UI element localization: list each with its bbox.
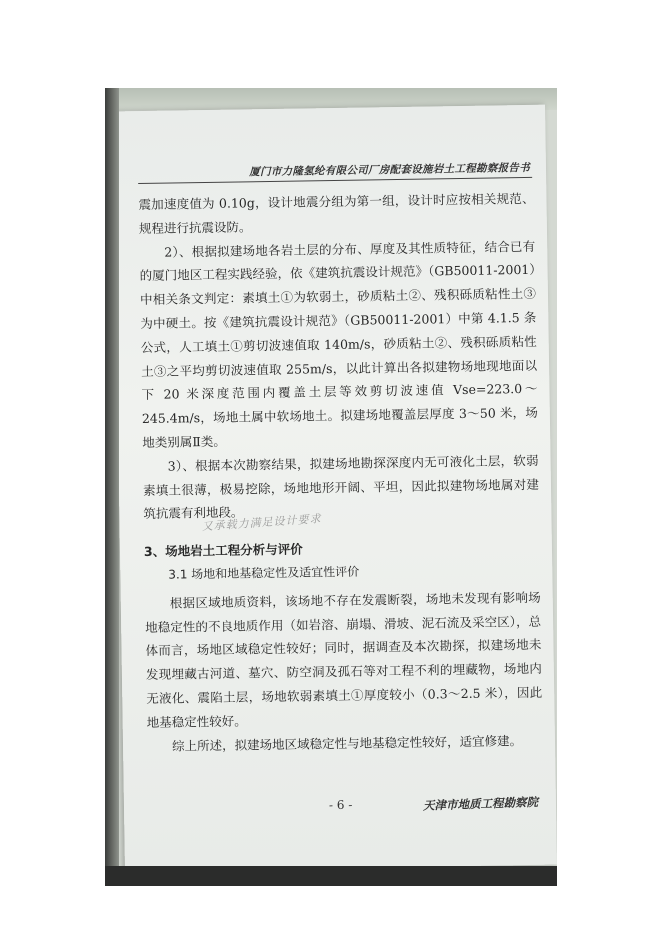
background-bottom [105, 866, 557, 886]
section-heading-3: 3、场地岩土工程分析与评价 [143, 541, 303, 560]
page-number: - 6 - [328, 797, 353, 813]
subsection-heading-3-1: 3.1 场地和地基稳定性及适宜性评价 [168, 564, 360, 582]
report-page [113, 105, 557, 872]
paragraph-continued: 震加速度值为 0.10g，设计地震分组为第一组，设计时应按相关规范、规程进行抗震设防。 [138, 190, 535, 236]
page-content [138, 187, 543, 758]
binding-shadow [105, 88, 119, 886]
summary-paragraph: 综上所述，拟建场地区域稳定性与地基稳定性较好，适宜修建。 [171, 732, 523, 754]
paragraph-2: 2）、根据拟建场地各岩土层的分布、厚度及其性质特征，结合已有的厦门地区工程实践经验，依《建筑抗震设计规范》（GB50011-2001）中相关条文判定：素填土①为软弱土，砂质粘土②、残积砾质粘性土③为中硬土。按《建筑抗震设计规范》（GB50011-2001）中第 4.1.5 条公式，人工填土①剪切波速值取 140m/s，砂质粘土②、残积砾质粘性土③之平均剪切波速值取 255m/s，以此计算出各拟建物场地现地面以下 20 米深度范围内覆盖土层等效剪切波速值 Vse=223.0～245.4m/s，场地土属中软场地土。拟建场地覆盖层厚度 3～50 米，场地类别属Ⅱ类。 [139, 238, 538, 450]
document-photo [105, 88, 557, 886]
footer-organization: 天津市地质工程勘察院 [422, 794, 539, 813]
paragraph-3: 3）、根据本次勘察结果，拟建场地勘探深度内无可液化土层，软弱素填土很薄，极易挖除，场地地形开阔、平坦，因此拟建物场地属对建筑抗震有利地段。 [142, 452, 540, 522]
page-header: 厦门市力隆氢纶有限公司厂房配套设施岩土工程勘察报告书 [249, 161, 531, 179]
handwritten-note: 又承载力满足设计要求 [201, 512, 322, 534]
paragraph-3-1: 根据区域地质资料，该场地不存在发震断裂，场地未发现有影响场地稳定性的不良地质作用（如岩溶、崩塌、滑坡、泥石流及采空区），总体而言，场地区域稳定性较好；同时，据调查及本次勘探，拟建场地未发现埋藏古河道、墓穴、防空洞及孤石等对工程不利的埋藏物，场地内无液化、震陷土层，场地软弱素填土①厚度较小（0.3～2.5 米），因此地基稳定性较好。 [145, 589, 543, 730]
